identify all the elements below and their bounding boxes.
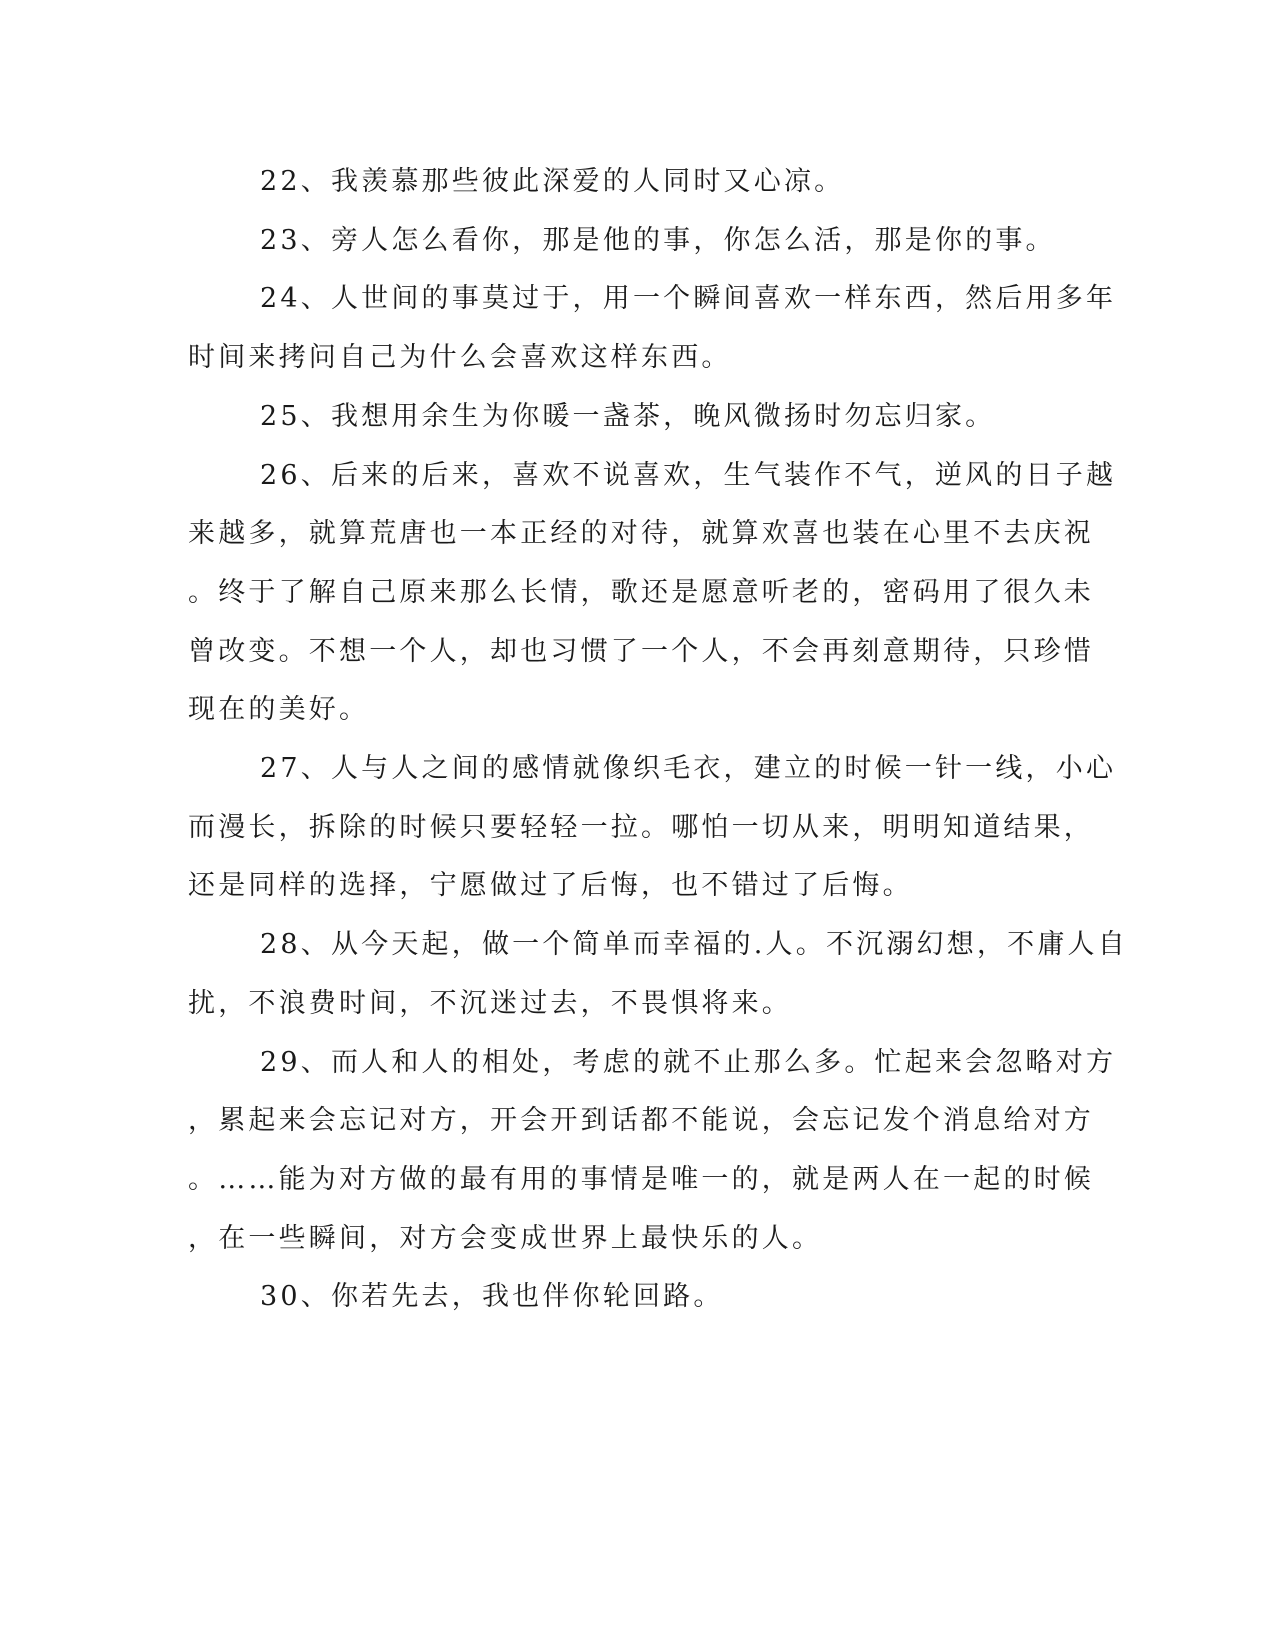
item-29-line-4: ，在一些瞬间，对方会变成世界上最快乐的人。 <box>188 1223 823 1254</box>
item-26-line-1: 26、后来的后来，喜欢不说喜欢，生气装作不气，逆风的日子越 <box>260 460 1117 491</box>
item-24-line-2: 时间来拷问自己为什么会喜欢这样东西。 <box>188 342 732 373</box>
item-28-line-2: 扰，不浪费时间，不沉迷过去，不畏惧将来。 <box>188 988 792 1019</box>
item-29-line-2: ，累起来会忘记对方，开会开到话都不能说，会忘记发个消息给对方 <box>188 1105 1094 1136</box>
item-29-line-1: 29、而人和人的相处，考虑的就不止那么多。忙起来会忽略对方 <box>260 1047 1117 1078</box>
item-26-line-4: 曾改变。不想一个人，却也习惯了一个人，不会再刻意期待，只珍惜 <box>188 636 1094 667</box>
item-28-line-1: 28、从今天起，做一个简单而幸福的.人。不沉溺幻想，不庸人自 <box>260 929 1128 960</box>
item-30-line-1: 30、你若先去，我也伴你轮回路。 <box>260 1281 724 1312</box>
item-27-line-2: 而漫长，拆除的时候只要轻轻一拉。哪怕一切从来，明明知道结果， <box>188 812 1094 843</box>
item-25-line-1: 25、我想用余生为你暖一盏茶，晚风微扬时勿忘归家。 <box>260 401 996 432</box>
item-22-line-1: 22、我羡慕那些彼此深爱的人同时又心凉。 <box>260 166 845 197</box>
item-29-line-3: 。……能为对方做的最有用的事情是唯一的，就是两人在一起的时候 <box>188 1164 1094 1195</box>
item-26-line-3: 。终于了解自己原来那么长情，歌还是愿意听老的，密码用了很久未 <box>188 577 1094 608</box>
item-26-line-2: 来越多，就算荒唐也一本正经的对待，就算欢喜也装在心里不去庆祝 <box>188 518 1094 549</box>
item-27-line-3: 还是同样的选择，宁愿做过了后悔，也不错过了后悔。 <box>188 870 913 901</box>
item-24-line-1: 24、人世间的事莫过于，用一个瞬间喜欢一样东西，然后用多年 <box>260 283 1117 314</box>
item-23-line-1: 23、旁人怎么看你，那是他的事，你怎么活，那是你的事。 <box>260 225 1056 256</box>
item-26-line-5: 现在的美好。 <box>188 694 370 725</box>
item-27-line-1: 27、人与人之间的感情就像织毛衣，建立的时候一针一线，小心 <box>260 753 1117 784</box>
